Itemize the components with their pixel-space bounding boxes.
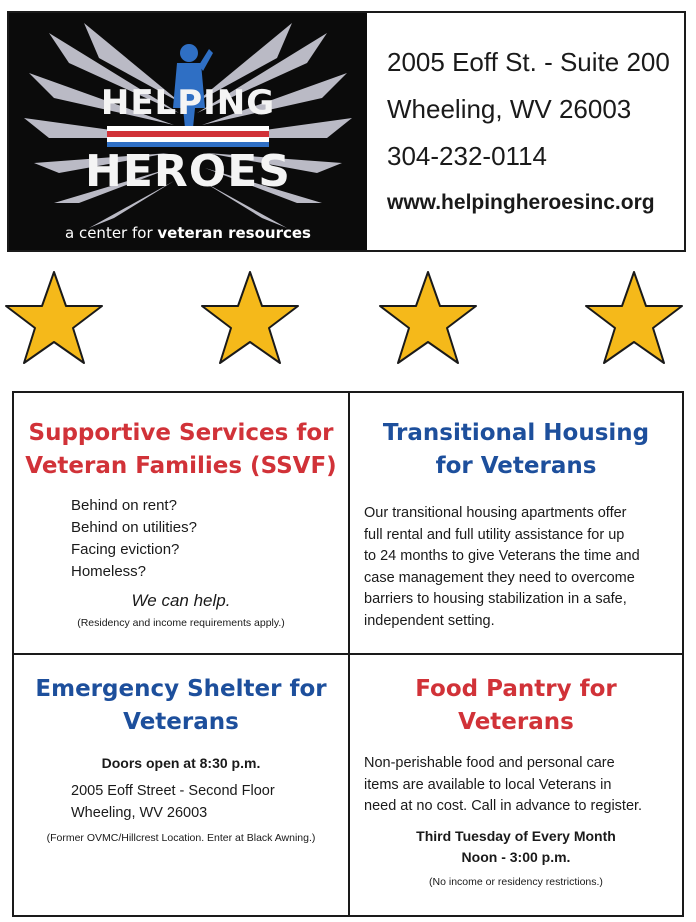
wings-graphic (9, 13, 367, 250)
ssvf-title-line-2: Veteran Families (SSVF) (25, 453, 337, 479)
pantry-title-line-2: Veterans (458, 709, 574, 735)
helping-heroes-logo (9, 13, 367, 250)
pantry-body-line: items are available to local Veterans in (364, 776, 612, 793)
star-icon (200, 270, 300, 366)
ssvf-note: (Residency and income requirements apply.) (77, 617, 285, 629)
ssvf-title-line-1: Supportive Services for (28, 420, 334, 446)
ssvf-question: Facing eviction? (71, 541, 180, 558)
address-line-2: Wheeling, WV 26003 (387, 94, 632, 124)
pantry-schedule-day: Third Tuesday of Every Month (416, 827, 616, 844)
housing-title-line-1: Transitional Housing (382, 420, 650, 446)
ssvf-question: Behind on utilities? (71, 519, 197, 536)
shelter-note: (Former OVMC/Hillcrest Location. Enter at Black Awning.) (46, 832, 316, 844)
star-icon (4, 270, 104, 366)
contact-info (367, 13, 684, 250)
pantry-schedule-time: Noon - 3:00 p.m. (461, 848, 571, 865)
housing-body-line: to 24 months to give Veterans the time and (364, 548, 640, 564)
star-icon (378, 270, 478, 366)
shelter-address-1: 2005 Eoff Street - Second Floor (71, 783, 275, 799)
housing-body (350, 503, 682, 632)
ssvf-help-text: We can help. (131, 591, 231, 610)
shelter-title-line-1: Emergency Shelter for (35, 676, 327, 702)
ssvf-section (14, 393, 348, 653)
services-grid (12, 391, 684, 917)
pantry-body-line: Non-perishable food and personal care (364, 755, 615, 771)
housing-body-line: full rental and full utility assistance for up (364, 526, 625, 543)
pantry-body-line: need at no cost. Call in advance to register. (364, 798, 643, 814)
pantry-note: (No income or residency restrictions.) (429, 875, 603, 888)
shelter-title-line-2: Veterans (123, 709, 239, 735)
logo-helping-text: HELPING (100, 83, 276, 123)
housing-title-line-2: for Veterans (435, 453, 597, 479)
ssvf-question: Homeless? (71, 563, 147, 580)
website-link[interactable]: www.helpingheroesinc.org (387, 191, 655, 214)
pantry-body (350, 753, 682, 818)
tagline-prefix: a center for (65, 224, 158, 242)
shelter-doors-time: Doors open at 8:30 p.m. (101, 755, 261, 771)
housing-body-line: case management they need to overcome (364, 569, 635, 586)
shelter-address-2: Wheeling, WV 26003 (71, 805, 208, 821)
housing-body-line: barriers to housing stabilization in a safe, (364, 591, 627, 607)
header-banner (7, 11, 686, 252)
logo-heroes-text: HEROES (85, 146, 291, 197)
address-line-1: 2005 Eoff St. - Suite 200 (387, 47, 670, 77)
housing-section (350, 393, 682, 653)
pantry-title-line-1: Food Pantry for (415, 676, 617, 702)
logo-tagline (9, 224, 367, 242)
pantry-section (350, 655, 682, 915)
star-icon (584, 270, 684, 366)
phone-number: 304-232-0114 (387, 141, 547, 171)
ssvf-question: Behind on rent? (71, 497, 177, 514)
tagline-bold: veteran resources (157, 224, 311, 242)
housing-body-line: Our transitional housing apartments offer (364, 505, 627, 521)
housing-body-line: independent setting. (364, 612, 495, 629)
shelter-section (14, 655, 348, 915)
